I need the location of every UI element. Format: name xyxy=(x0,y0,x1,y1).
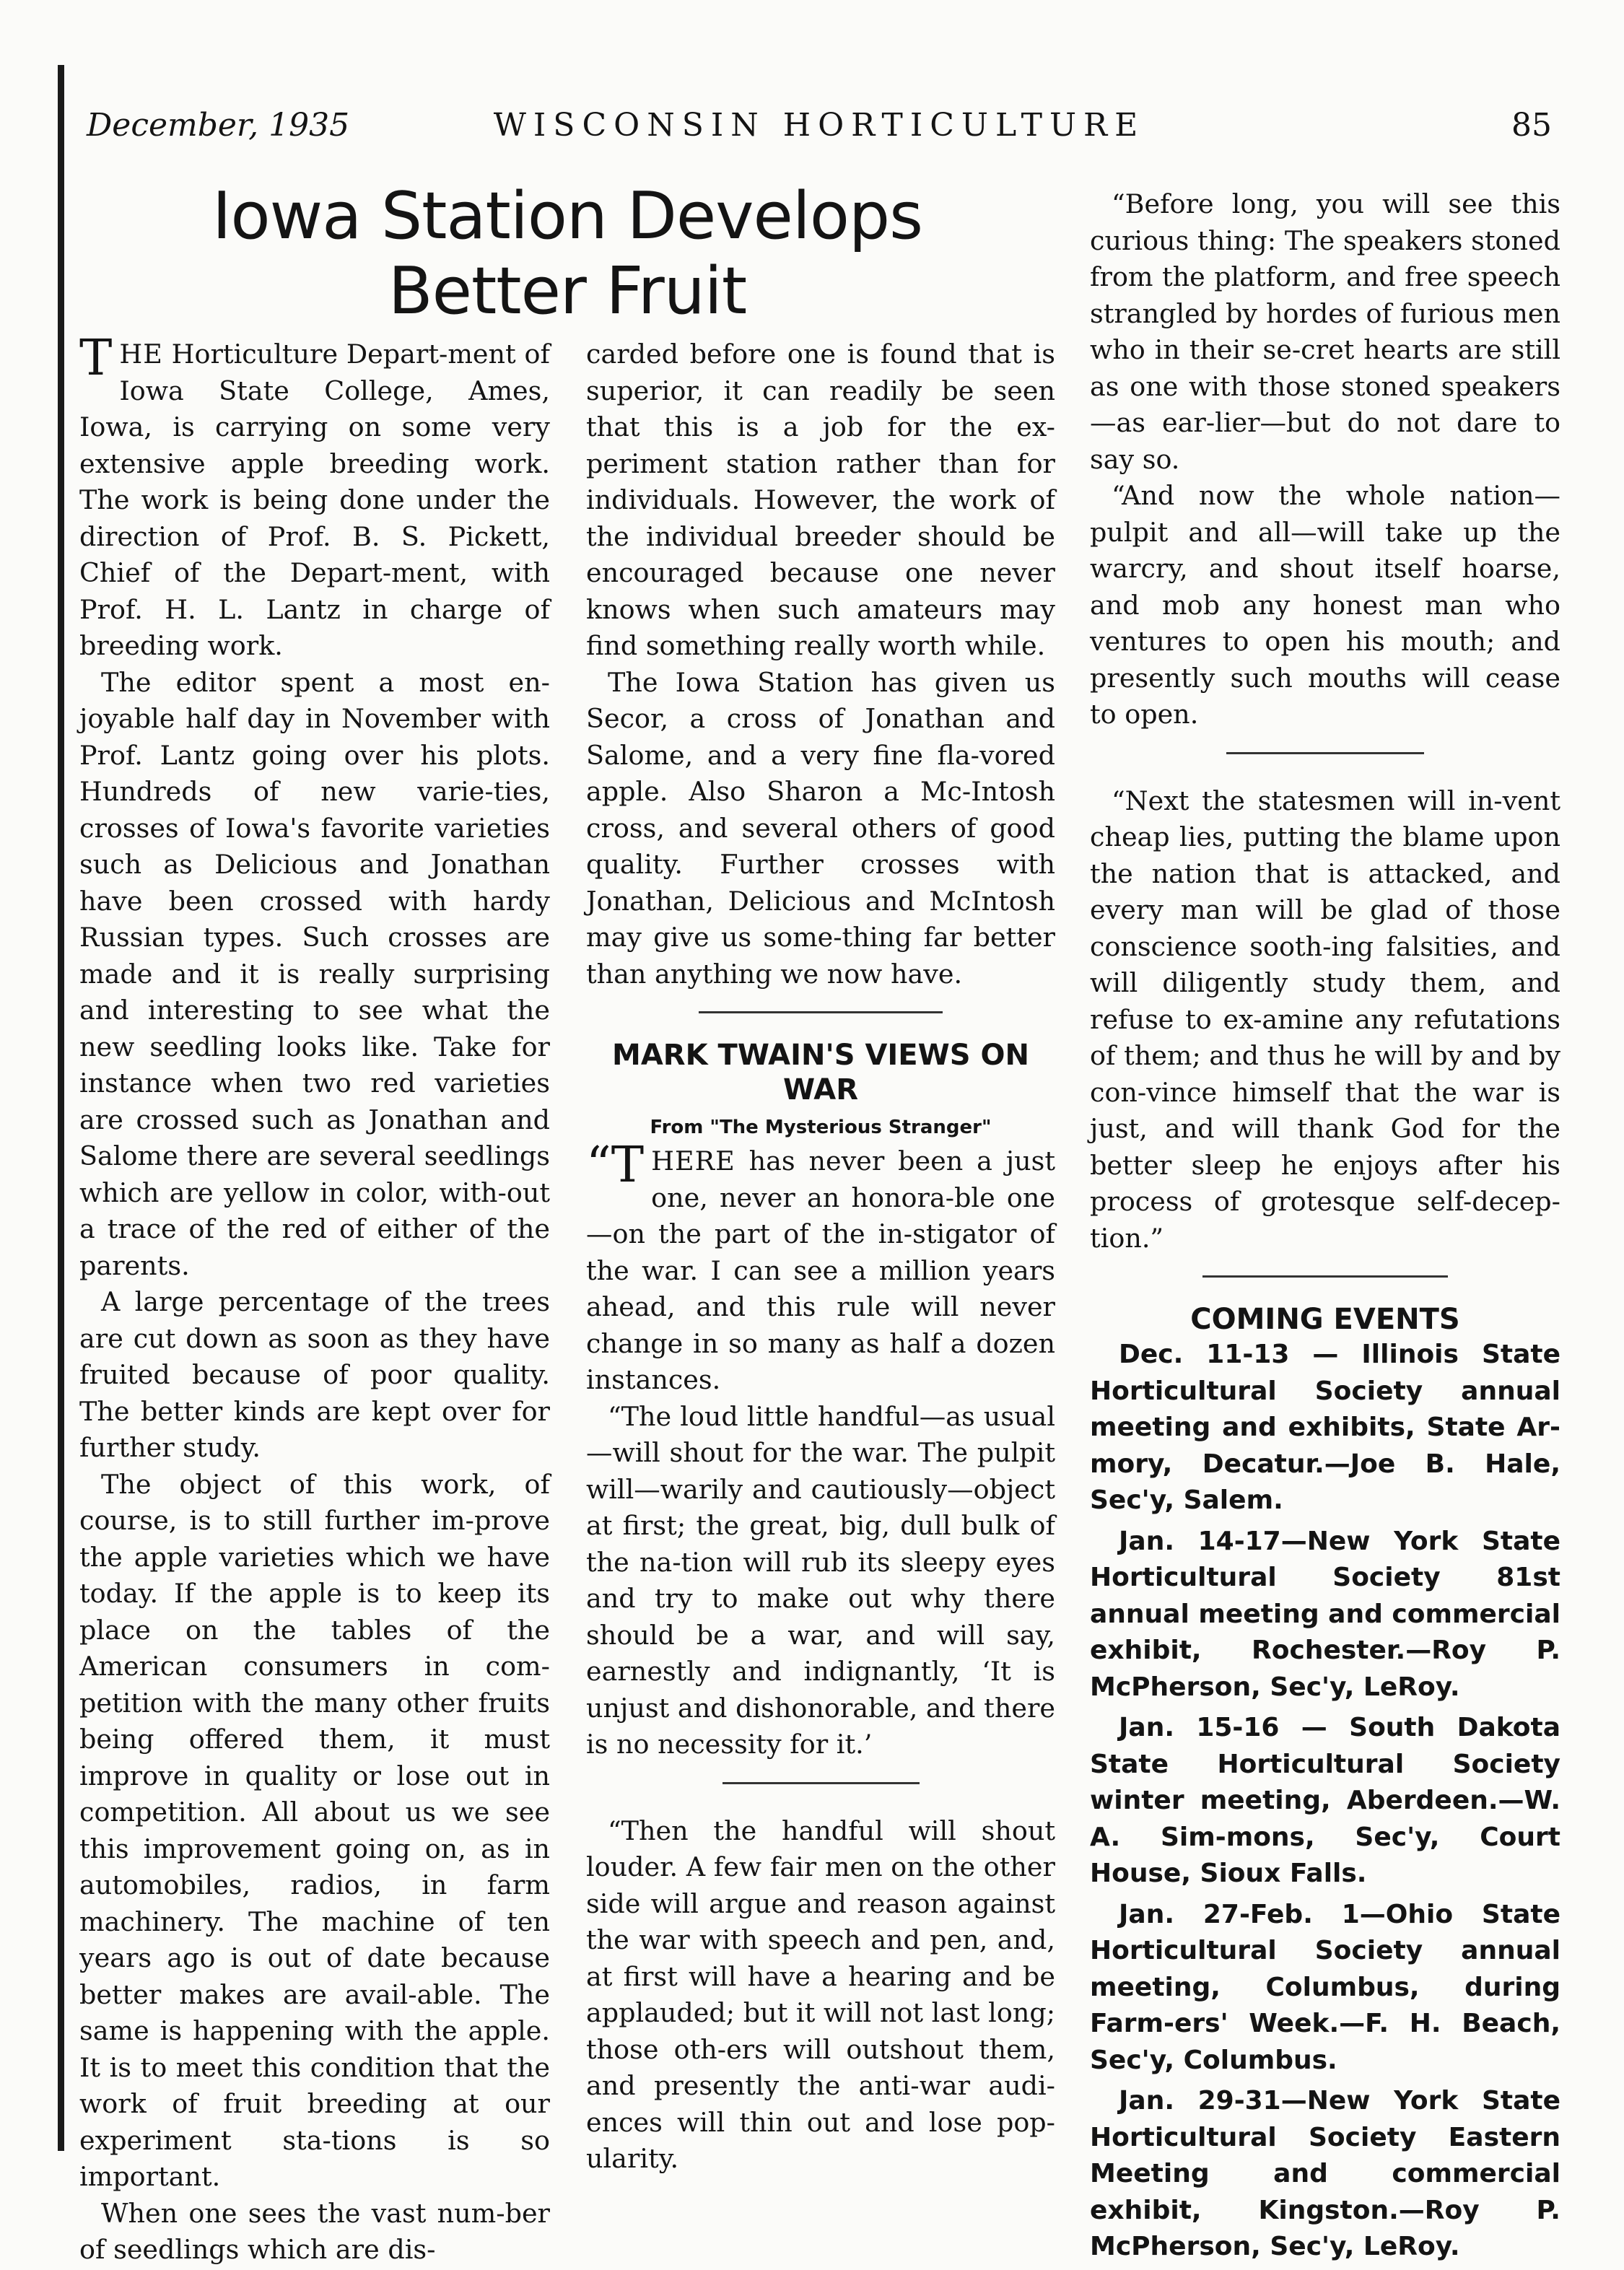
twain-paragraph: “And now the whole nation—pulpit and all—will take up the warcry, and shout itself hoarse, and mob any honest man who ventures to open his mouth; and presently such mouths will cease to open. xyxy=(1090,480,1560,730)
twain-heading: MARK TWAIN'S VIEWS ON WAR xyxy=(612,1039,1029,1106)
column-left xyxy=(79,330,550,2269)
drop-cap: “T xyxy=(586,1137,645,1194)
article-paragraph xyxy=(79,330,550,665)
headline-line-1: Iowa Station Develops xyxy=(212,178,922,254)
paragraph-text: has never been a just one, never an honora-ble one—on the part of the in-stigator of the war. I can see a million years ahead, and this rule will never change in so many as half a dozen instances. xyxy=(586,1145,1055,1395)
article-paragraph-continued: carded before one is found that is superior, it can readily be seen that this is a job for the ex-periment station rather than for individuals. However, the work of the individual breeder should be encouraged because one never knows when such amateurs may find something really worth while. xyxy=(586,339,1055,661)
event-item: Jan. 15-16 — South Dakota State Horticultural Society winter meeting, Aberdeen.—W. A. Sim-mons, Sec'y, Court House, Sioux Falls. xyxy=(1090,1713,1560,1888)
first-word: HERE xyxy=(651,1145,735,1177)
article-headline xyxy=(79,179,1055,329)
events-list xyxy=(1090,1337,1560,2266)
article-paragraph: The object of this work, of course, is to still further im-prove the apple varieties which we have today. If the apple is to keep its place on the tables of the American consumers in com-petition with the many other fruits being offered them, it must improve in quality or lose out in competition. All about us we see this improvement going on, as in automobiles, radios, in farm machinery. The machine of ten years ago is out of date because better makes are avail-able. The same is happening with the apple. It is to meet this condition that the work of fruit breeding at our experiment sta-tions is so important. xyxy=(79,1468,550,2192)
event-item: Jan. 27-Feb. 1—Ohio State Horticultural Society annual meeting, Columbus, during Farm-ers' Week.—F. H. Beach, Sec'y, Columbus. xyxy=(1090,1899,1560,2075)
column-right xyxy=(1090,186,1560,2270)
section-divider xyxy=(699,1011,943,1013)
twain-paragraph: “Before long, you will see this curious thing: The speakers stoned from the platform, and free speech strangled by hordes of furious men who in their se-cret hearts are still as one with those stoned speakers—as ear-lier—but do not dare to say so. xyxy=(1090,188,1560,475)
first-word: HE xyxy=(119,339,163,370)
section-divider xyxy=(1226,752,1424,754)
article-paragraph: When one sees the vast num-ber of seedlings which are dis- xyxy=(79,2197,550,2265)
twain-paragraph: “Next the statesmen will in-vent cheap lies, putting the blame upon the nation that is attacked, and every man will be glad of those conscience sooth-ing falsities, and will diligently study them, and refuse to ex-amine any refutations of them; and thus he will by and by con-vince himself that the war is just, and will thank God for the better sleep he enjoys after his process of grotesque self-decep-tion.” xyxy=(1090,785,1561,1254)
event-item: Jan. 14-17—New York State Horticultural Society 81st annual meeting and commercial exhibit, Rochester.—Roy P. McPherson, Sec'y, LeRoy. xyxy=(1090,1526,1560,1702)
event-item: Dec. 11-13 — Illinois State Horticultural Society annual meeting and exhibits, State Ar-mory, Decatur.—Joe B. Hale, Sec'y, Salem. xyxy=(1090,1340,1560,1515)
page-number: 85 xyxy=(1511,107,1552,144)
twain-paragraph: “The loud little handful—as usual—will shout for the war. The pulpit will—warily and cautiously—object at first; the great, big, dull bulk of the na-tion will rub its sleepy eyes and try to make out why there should be a war, and will say, earnestly and indignantly, ‘It is unjust and dishonorable, and there is no necessity for it.’ xyxy=(586,1400,1055,1760)
page-binding-edge xyxy=(58,65,64,2151)
paragraph-text: Horticulture Depart-ment of Iowa State College, Ames, Iowa, is carrying on some very extensive apple breeding work. The work is being done under the direction of Prof. B. S. Pickett, Chief of the Depart-ment, with Prof. H. L. Lantz in charge of breeding work. xyxy=(79,339,550,661)
article-paragraph: The editor spent a most en-joyable half day in November with Prof. Lantz going over his plots. Hundreds of new varie-ties, crosses of Iowa's favorite varieties such as Delicious and Jonathan have been crossed with hardy Russian types. Such crosses are made and it is really surprising and interesting to see what the new seedling looks like. Take for instance when two red varieties are crossed such as Jonathan and Salome there are several seedlings which are yellow in color, with-out a trace of the red of either of the parents. xyxy=(79,666,550,1281)
event-item: Jan. 29-31—New York State Horticultural Society Eastern Meeting and commercial exhibit, Kingston.—Roy P. McPherson, Sec'y, LeRoy. xyxy=(1090,2086,1560,2261)
twain-paragraph xyxy=(586,1137,1055,1399)
running-header xyxy=(87,107,1552,150)
twain-source: From "The Mysterious Stranger" xyxy=(650,1117,992,1138)
article-paragraph: The Iowa Station has given us Secor, a cross of Jonathan and Salome, and a very fine fla-vored apple. Also Sharon a Mc-Intosh cross, and several others of good quality. Further crosses with Jonathan, Delicious and McIntosh may give us some-thing far better than anything we now have. xyxy=(586,666,1055,990)
drop-cap: T xyxy=(79,330,113,387)
twain-paragraph: “Then the handful will shout louder. A few fair men on the other side will argue and reason against the war with speech and pen, and, at first will have a hearing and be applauded; but it will not last long; those oth-ers will outshout them, and presently the anti-war audi-ences will thin out and lose pop-ularity. xyxy=(586,1815,1055,2174)
column-middle xyxy=(586,336,1055,2178)
issue-date: December, 1935 xyxy=(87,107,350,144)
section-divider xyxy=(722,1782,920,1784)
magazine-title: WISCONSIN HORTICULTURE xyxy=(493,107,1145,144)
article-paragraph: A large percentage of the trees are cut down as soon as they have fruited because of poor quality. The better kinds are kept over for further study. xyxy=(79,1286,550,1463)
section-divider xyxy=(1202,1275,1447,1278)
headline-line-2: Better Fruit xyxy=(388,253,747,329)
events-heading: COMING EVENTS xyxy=(1190,1303,1460,1336)
